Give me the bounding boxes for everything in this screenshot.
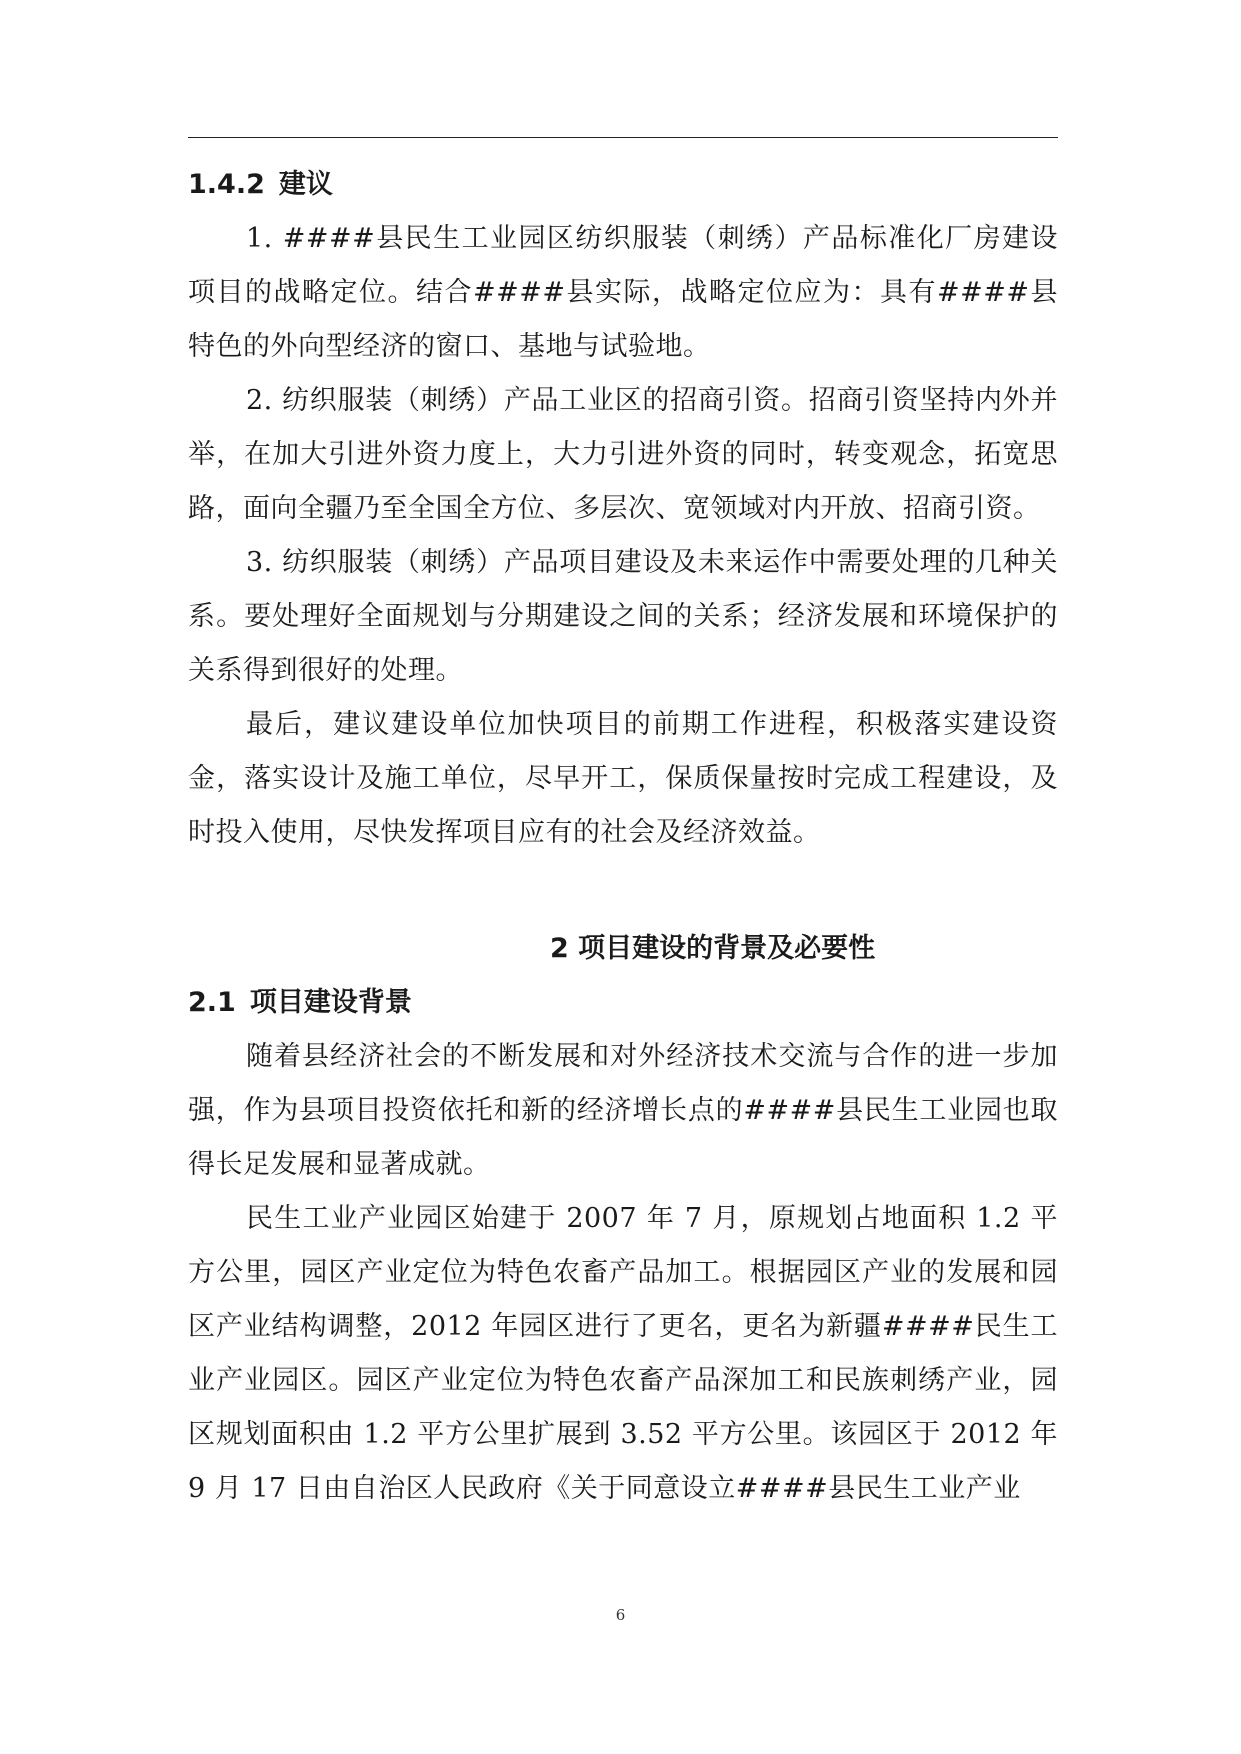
header-rule <box>188 137 1058 138</box>
page-number: 6 <box>615 1606 626 1624</box>
paragraph: 2. 纺织服装（刺绣）产品工业区的招商引资。招商引资坚持内外并举，在加大引进外资力度上，大力引进外资的同时，转变观念，拓宽思路，面向全疆乃至全国全方位、多层次、宽领域对内开放、招商引资。 <box>188 385 1058 524</box>
section-title: 建议 <box>278 169 333 200</box>
section-number: 2.1 <box>188 987 236 1018</box>
chapter-title: 2 项目建设的背景及必要性 <box>550 933 876 964</box>
page-content <box>188 158 1058 1516</box>
section-heading-1-4-2 <box>188 158 1058 212</box>
paragraph: 民生工业产业园区始建于 2007 年 7 月，原规划占地面积 1.2 平方公里，园区产业定位为特色农畜产品加工。根据园区产业的发展和园区产业结构调整，2012 年园区进行了更名，更名为新疆####民生工业产业园区。园区产业定位为特色农畜产品深加工和民族刺绣产业，园区规划面积由 1.2 平方公里扩展到 3.52 平方公里。该园区于 2012 年 9 月 17 日由自治区人民政府《关于同意设立####县民生工业产业 <box>188 1203 1058 1504</box>
paragraph: 1. ####县民生工业园区纺织服装（刺绣）产品标准化厂房建设项目的战略定位。结合####县实际，战略定位应为：具有####县特色的外向型经济的窗口、基地与试验地。 <box>188 223 1058 362</box>
spacer <box>188 860 1058 922</box>
paragraph: 最后，建议建设单位加快项目的前期工作进程，积极落实建设资金，落实设计及施工单位，尽早开工，保质保量按时完成工程建设，及时投入使用，尽快发挥项目应有的社会及经济效益。 <box>188 709 1058 848</box>
paragraph: 3. 纺织服装（刺绣）产品项目建设及未来运作中需要处理的几种关系。要处理好全面规划与分期建设之间的关系；经济发展和环境保护的关系得到很好的处理。 <box>188 547 1058 686</box>
paragraph: 随着县经济社会的不断发展和对外经济技术交流与合作的进一步加强，作为县项目投资依托和新的经济增长点的####县民生工业园也取得长足发展和显著成就。 <box>188 1041 1058 1180</box>
section-heading-2-1 <box>188 976 1058 1030</box>
section-number: 1.4.2 <box>188 169 265 200</box>
section-title: 项目建设背景 <box>249 987 412 1018</box>
